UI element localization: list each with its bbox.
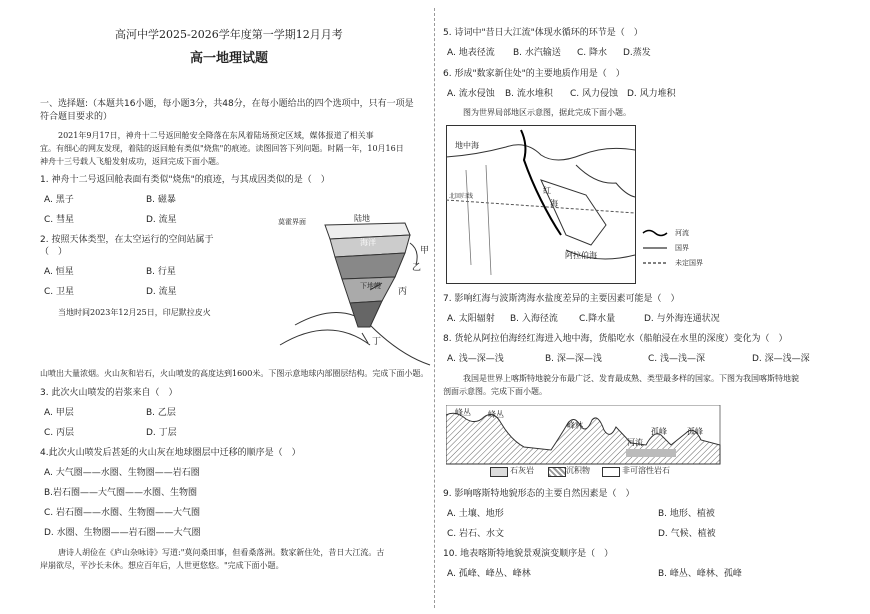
q7-option-a[interactable]: A. 太阳辐射: [447, 314, 495, 324]
map-label-sea-char: 海: [550, 199, 558, 208]
karst-label-river: 河流: [627, 438, 643, 447]
earth-layer-diagram: [270, 205, 435, 370]
q5-option-a[interactable]: A. 地表径流: [447, 48, 495, 58]
q7-option-b[interactable]: B. 入海径流: [510, 314, 558, 324]
label-moho: 莫霍界面: [278, 218, 306, 226]
page-title: 高一地理试题: [190, 51, 269, 66]
q4-stem: 4.此次火山喷发后甚延的火山灰在地球圈层中迁移的顺序是（ ）: [40, 448, 301, 458]
passage2-line1: 当地时间2023年12月25日，印尼默拉皮火: [58, 308, 211, 317]
label-bing: 丙: [398, 287, 408, 297]
q8-option-c[interactable]: C. 浅—浅—深: [648, 354, 706, 364]
karst-label-fenglin: 峰林: [567, 421, 583, 430]
q10-stem: 10. 地表喀斯特地貌景观演变顺序是（ ）: [443, 549, 614, 559]
q8-stem: 8. 货轮从阿拉伯海经红海进入地中海，货船吃水（船舶浸在水里的深度）变化为（ ）: [443, 334, 788, 344]
legend-river: 河流: [675, 229, 689, 237]
q3-option-b[interactable]: B. 乙层: [146, 408, 176, 418]
q1-option-b[interactable]: B. 磁暴: [146, 195, 176, 205]
q2-option-d[interactable]: D. 流星: [146, 287, 177, 297]
map-label-red: 红: [543, 186, 551, 195]
passage1-line1: 2021年9月17日，神舟十二号返回舱安全降落在东风着陆场预定区域，媒体报道了相关事: [58, 131, 374, 140]
q5-option-b[interactable]: B. 水汽输送: [513, 48, 561, 58]
q7-option-d[interactable]: D. 与外海连通状况: [644, 314, 720, 324]
q4-option-b[interactable]: B.岩石圈——大气圈——水圈、生物圈: [44, 488, 198, 498]
karst-label-guling2: 孤峰: [687, 427, 703, 436]
passage5-line1: 我国是世界上喀斯特地貌分布最广泛、发育最成熟、类型最多样的国家。下图为我国喀斯特地貌: [463, 374, 799, 383]
passage3-line1: 唐诗人胡俭在《庐山杂咏诗》写道:"莫问桑田事，但看桑落洲。数家新住处，昔日大江流。古: [58, 548, 385, 557]
legend-undefined-border: 未定国界: [675, 259, 703, 267]
q6-option-c[interactable]: C. 风力侵蚀: [570, 89, 619, 99]
q1-stem: 1. 神舟十二号返回舱表面有类似"烧焦"的痕迹，与其成因类似的是（ ）: [40, 175, 330, 185]
q2-paren: （ ）: [40, 247, 68, 257]
karst-label-fengcong2: 峰丛: [488, 410, 504, 419]
passage5-line2: 剖面示意图。完成下面小题。: [443, 387, 547, 396]
map-legend-symbols: [641, 228, 671, 268]
legend-border: 国界: [675, 244, 689, 252]
legend-limestone: 石灰岩: [510, 466, 534, 475]
q8-option-b[interactable]: B. 深—深—浅: [545, 354, 602, 364]
section-intro-line1: 一、选择题:（本题共16小题，每小题3分，共48分，在每小题给出的四个选项中，只有一项是: [40, 99, 414, 109]
q10-option-a[interactable]: A. 孤峰、峰丛、峰林: [447, 569, 531, 579]
q6-option-d[interactable]: D. 风力堆积: [627, 89, 676, 99]
q1-option-c[interactable]: C. 彗星: [44, 215, 75, 225]
label-lower-mantle: 下地幔: [360, 282, 381, 290]
passage2-line2: 山喷出大量浓烟。火山灰和岩石，火山喷发的高度达到1600米。下图示意地球内部圈层结构。完成下面小题。: [40, 369, 429, 378]
q8-option-d[interactable]: D. 深—浅—深: [752, 354, 810, 364]
legend-insoluble: 非可溶性岩石: [622, 466, 670, 475]
passage1-line2: 宜。有细心的网友发现，着陆的返回舱有类似"烧焦"的痕迹。读图回答下列问题。时隔一年，10月16日: [40, 144, 404, 153]
q10-option-b[interactable]: B. 峰丛、峰林、孤峰: [658, 569, 742, 579]
label-land: 陆地: [354, 214, 370, 223]
q1-option-a[interactable]: A. 黑子: [44, 195, 74, 205]
map-label-arabian: 阿拉伯海: [565, 251, 597, 260]
label-ding: 丁: [372, 337, 382, 347]
label-yi: 乙: [412, 263, 422, 273]
karst-label-fengcong1: 峰丛: [455, 408, 471, 417]
q9-option-b[interactable]: B. 地形、植被: [658, 509, 715, 519]
q2-stem: 2. 按照天体类型，在太空运行的空间站属于: [40, 235, 214, 245]
q5-stem: 5. 诗词中"昔日大江流"体现水循环的环节是（ ）: [443, 28, 643, 38]
q5-option-d[interactable]: D.蒸发: [623, 48, 651, 58]
section-intro-line2: 符合题目要求的）: [40, 112, 113, 122]
exam-name: 高河中学2025-2026学年度第一学期12月月考: [115, 28, 343, 41]
label-ocean: 海洋: [360, 238, 376, 247]
legend-insoluble-swatch: [602, 467, 620, 477]
q6-option-a[interactable]: A. 流水侵蚀: [447, 89, 495, 99]
map-label-sea: 地中海: [455, 141, 479, 150]
q3-option-a[interactable]: A. 甲层: [44, 408, 74, 418]
q4-option-a[interactable]: A. 大气圈——水圈、生物圈——岩石圈: [44, 468, 200, 478]
label-jia: 甲: [420, 246, 430, 256]
q2-option-c[interactable]: C. 卫星: [44, 287, 75, 297]
q3-option-c[interactable]: C. 丙层: [44, 428, 75, 438]
passage4-line1: 图为世界局部地区示意图，据此完成下面小题。: [463, 108, 631, 117]
q6-option-b[interactable]: B. 流水堆积: [505, 89, 553, 99]
q8-option-a[interactable]: A. 浅—深—浅: [447, 354, 504, 364]
q6-stem: 6. 形成"数家新住处"的主要地质作用是（ ）: [443, 69, 625, 79]
q7-stem: 7. 影响红海与波斯湾海水盐度差异的主要因素可能是（ ）: [443, 294, 680, 304]
q7-option-c[interactable]: C.降水量: [579, 314, 616, 324]
legend-limestone-swatch: [490, 467, 508, 477]
q4-option-c[interactable]: C. 岩石圈——水圈、生物圈——大气圈: [44, 508, 201, 518]
q9-option-d[interactable]: D. 气候、植被: [658, 529, 716, 539]
q9-stem: 9. 影响喀斯特地貌形态的主要自然因素是（ ）: [443, 489, 635, 499]
q4-option-d[interactable]: D. 水圈、生物圈——岩石圈——大气圈: [44, 528, 201, 538]
q2-option-a[interactable]: A. 恒星: [44, 267, 74, 277]
q1-option-d[interactable]: D. 流星: [146, 215, 177, 225]
q3-stem: 3. 此次火山喷发的岩浆来自（ ）: [40, 388, 178, 398]
passage3-line2: 岸崩欲尽，平沙长未休。想应百年后，人世更悠悠。"完成下面小题。: [40, 561, 284, 570]
karst-label-guling1: 孤峰: [651, 427, 667, 436]
passage1-line3: 神舟十三号载人飞船发射成功，返回完成下面小题。: [40, 157, 224, 166]
q2-option-b[interactable]: B. 行星: [146, 267, 176, 277]
q3-option-d[interactable]: D. 丁层: [146, 428, 177, 438]
q9-option-c[interactable]: C. 岩石、水文: [447, 529, 505, 539]
legend-sediment-swatch: [548, 467, 566, 477]
q9-option-a[interactable]: A. 土壤、地形: [447, 509, 504, 519]
map-label-tropic: 北回归线: [449, 193, 474, 200]
legend-sediment: 沉积物: [566, 466, 590, 475]
q5-option-c[interactable]: C. 降水: [577, 48, 608, 58]
